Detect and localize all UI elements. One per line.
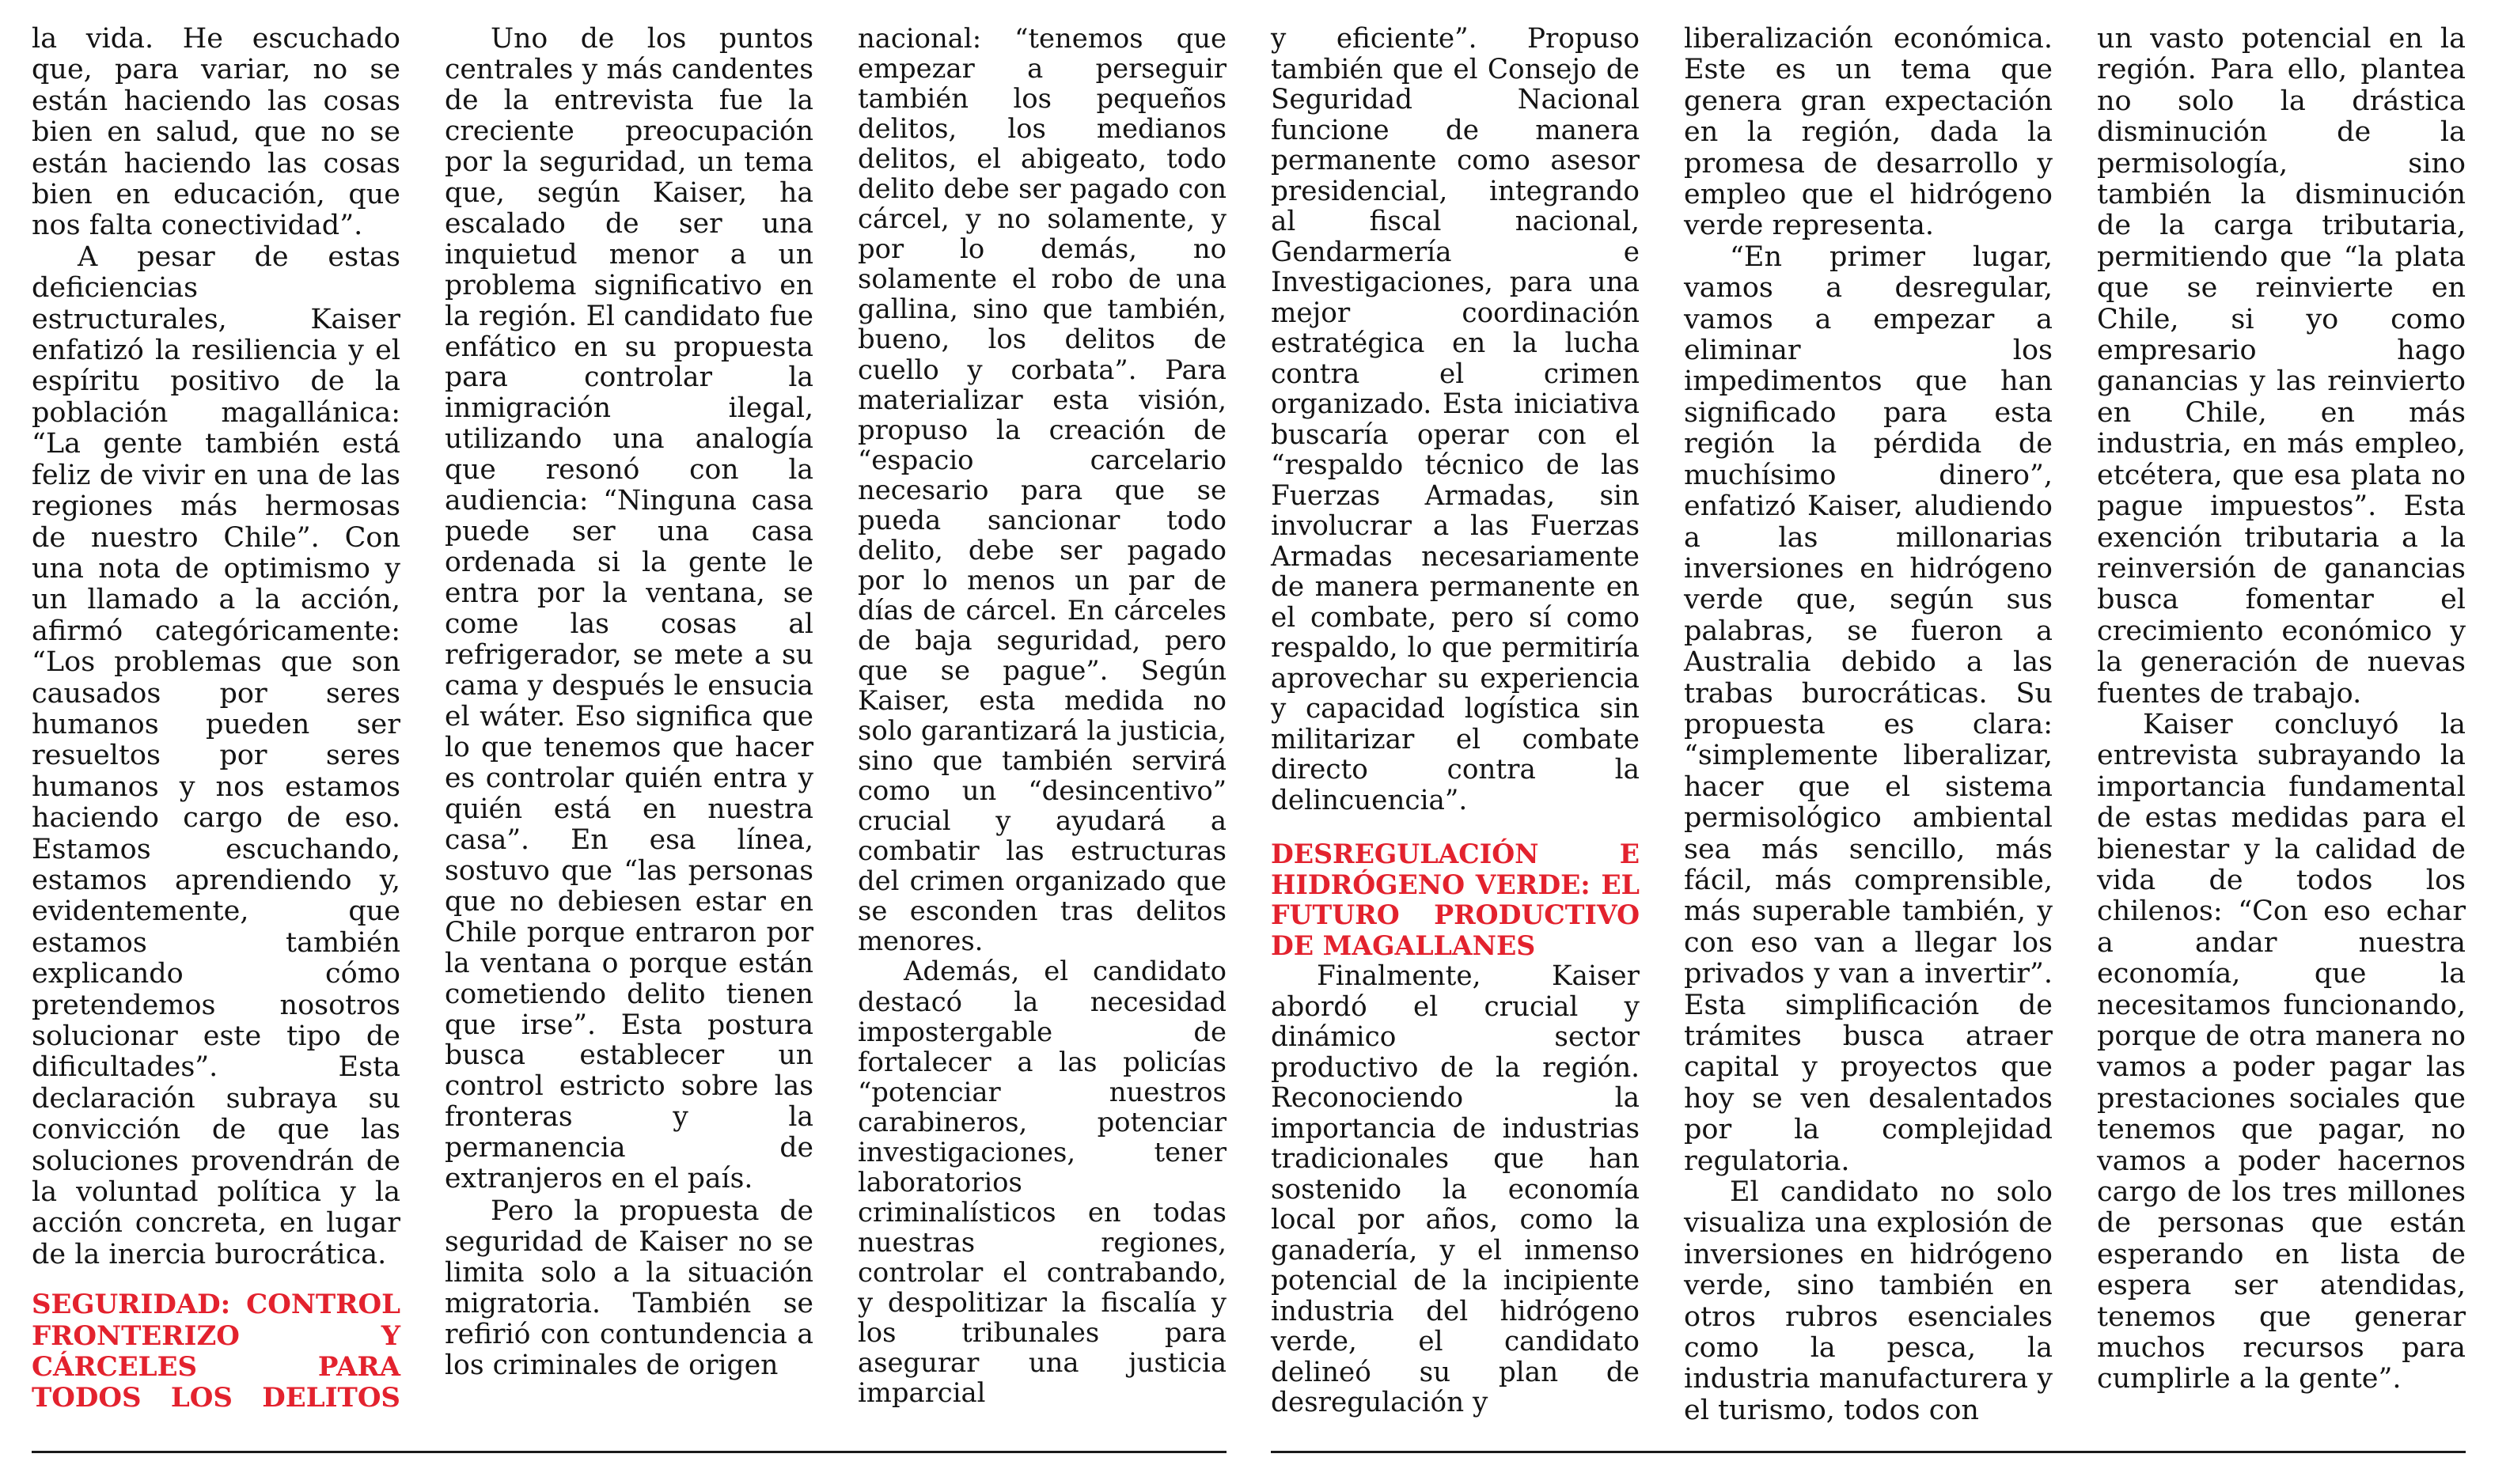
paragraph: A pesar de estas deficiencias estructurales, Kaiser enfatizó la resiliencia y el espíritu positivo de la población magallánica: “La gente también está feliz de vivir en una de las regiones más hermosas de nuestro Chile”. Con una nota de optimismo y un llamado a la acción, afirmó categóricamente: “Los problemas que son causados por seres humanos pueden ser resueltos por seres humanos y nos estamos haciendo cargo de eso. Estamos escuchando, estamos aprendiendo y, evidentemente, que estamos también explicando cómo pretendemos nosotros solucionar este tipo de dificultades”. Esta declaración subraya su convicción de que las soluciones provendrán de la voluntad política y la acción concreta, en lugar de la inercia burocrática. (32, 240, 400, 1270)
paragraph: la vida. He escuchado que, para variar, no se están haciendo las cosas bien en salud, que no se están haciendo las cosas bien en educación, que nos falta conectividad”. (32, 23, 400, 242)
paragraph: “En primer lugar, vamos a desregular, vamos a empezar a eliminar los impedimentos que han significado para esta región la pérdida de muchísimo dinero”, enfatizó Kaiser, aludiendo a las millonarias inversiones en hidrógeno verde que, según sus palabras, se fueron a Australia debido a las trabas burocráticas. Su propuesta es clara: “simplemente liberalizar, hacer que el sistema permisológico ambiental sea más sencillo, más fácil, más comprensible, más superable también, y con eso van a llegar los privados y van a invertir”. Esta simplificación de trámites busca atraer capital y proyectos que hoy se ven desalentados por la complejidad regulatoria. (1684, 240, 2053, 1177)
bottom-rule-right (1271, 1451, 2466, 1453)
paragraph: liberalización económica. Este es un tema que genera gran expectación en la región, dada la promesa de desarrollo y empleo que el hidrógeno verde representa. (1684, 23, 2053, 242)
paragraph: Pero la propuesta de seguridad de Kaiser no se limita solo a la situación migratoria. También se refirió con contundencia a los criminales de origen (445, 1195, 813, 1381)
article-column-3 (858, 24, 1227, 1408)
paragraph: un vasto potencial en la región. Para ello, plantea no solo la drástica disminución de la permisología, sino también la disminución de la carga tributaria, permitiendo que “la plata que se reinvierte en Chile, si yo como empresario hago ganancias y las reinvierto en Chile, en más industria, en más empleo, etcétera, que esa plata no pague impuestos”. Esta exención tributaria a la reinversión de ganancias busca fomentar el crecimiento económico y la generación de nuevas fuentes de trabajo. (2097, 23, 2466, 710)
paragraph: El candidato no solo visualiza una explosión de inversiones en hidrógeno verde, sino también en otros rubros esenciales como la pesca, la industria manufacturera y el turismo, todos con (1684, 1176, 2053, 1426)
section-heading-desregulacion: DESREGULACIÓN E HIDRÓGENO VERDE: EL FUTURO PRODUCTIVO DE MAGALLANES (1271, 839, 1640, 961)
article-column-1 (32, 24, 400, 1414)
article-column-5 (1684, 24, 2053, 1426)
paragraph: Finalmente, Kaiser abordó el crucial y dinámico sector productivo de la región. Reconociendo la importancia de industrias tradicionales que han sostenido la economía local por años, como la ganadería, y el inmenso potencial de la incipiente industria del hidrógeno verde, el candidato delineó su plan de desregulación y (1271, 960, 1640, 1418)
bottom-rule-left (32, 1451, 1227, 1453)
article-column-6 (2097, 24, 2466, 1395)
paragraph: Uno de los puntos centrales y más candentes de la entrevista fue la creciente preocupación por la seguridad, un tema que, según Kaiser, ha escalado de ser una inquietud menor a un problema significativo en la región. El candidato fue enfático en su propuesta para controlar la inmigración ilegal, utilizando una analogía que resonó con la audiencia: “Ninguna casa puede ser una casa ordenada si la gente le entra por la ventana, se come las cosas al refrigerador, se mete a su cama y después le ensucia el wáter. Eso significa que lo que tenemos que hacer es controlar quién entra y quién está en nuestra casa”. En esa línea, sostuvo que “las personas que no debiesen estar en Chile porque entraron por la ventana o porque están cometiendo delito tienen que irse”. Esta postura busca establecer un control estricto sobre las fronteras y la permanencia de extranjeros en el país. (445, 23, 813, 1195)
paragraph: Además, el candidato destacó la necesidad impostergable de fortalecer a las policías “potenciar nuestros carabineros, potenciar investigaciones, tener laboratorios criminalísticos en todas nuestras regiones, controlar el contrabando, y despolitizar la fiscalía y los tribunales para asegurar una justicia imparcial (858, 956, 1227, 1409)
paragraph: nacional: “tenemos que empezar a perseguir también los pequeños delitos, los medianos delitos, el abigeato, todo delito debe ser pagado con cárcel, y no solamente, y por lo demás, no solamente el robo de una gallina, sino que también, bueno, los delitos de cuello y corbata”. Para materializar esta visión, propuso la creación de “espacio carcelario necesario para que se pueda sancionar todo delito, debe ser pagado por lo menos un par de días de cárcel. En cárceles de baja seguridad, pero que se pague”. Según Kaiser, esta medida no solo garantizará la justicia, sino que también servirá como un “desincentivo” crucial y ayudará a combatir las estructuras del crimen organizado que se esconden tras delitos menores. (858, 23, 1227, 957)
article-column-4 (1271, 24, 1640, 1418)
section-heading-seguridad: SEGURIDAD: CONTROL FRONTERIZO Y CÁRCELES PARA TODOS LOS DELITOS (32, 1289, 400, 1414)
paragraph: y eficiente”. Propuso también que el Consejo de Seguridad Nacional funcione de manera permanente como asesor presidencial, integrando al fiscal nacional, Gendarmería e Investigaciones, para una mejor coordinación estratégica en la lucha contra el crimen organizado. Esta iniciativa buscaría operar con el “respaldo técnico de las Fuerzas Armadas, sin involucrar a las Fuerzas Armadas necesariamente de manera permanente en el combate, pero sí como respaldo, lo que permitiría aprovechar su experiencia y capacidad logística sin militarizar el combate directo contra la delincuencia”. (1271, 23, 1640, 816)
paragraph: Kaiser concluyó la entrevista subrayando la importancia fundamental de estas medidas para el bienestar y la calidad de vida de todos los chilenos: “Con eso echar a andar nuestra economía, que la necesitamos funcionando, porque de otra manera no vamos a poder pagar las prestaciones sociales que tenemos que pagar, no vamos a poder hacernos cargo de los tres millones de personas que están esperando en lista de espera ser atendidas, tenemos que generar muchos recursos para cumplirle a la gente”. (2097, 708, 2466, 1395)
article-column-2 (445, 24, 813, 1381)
